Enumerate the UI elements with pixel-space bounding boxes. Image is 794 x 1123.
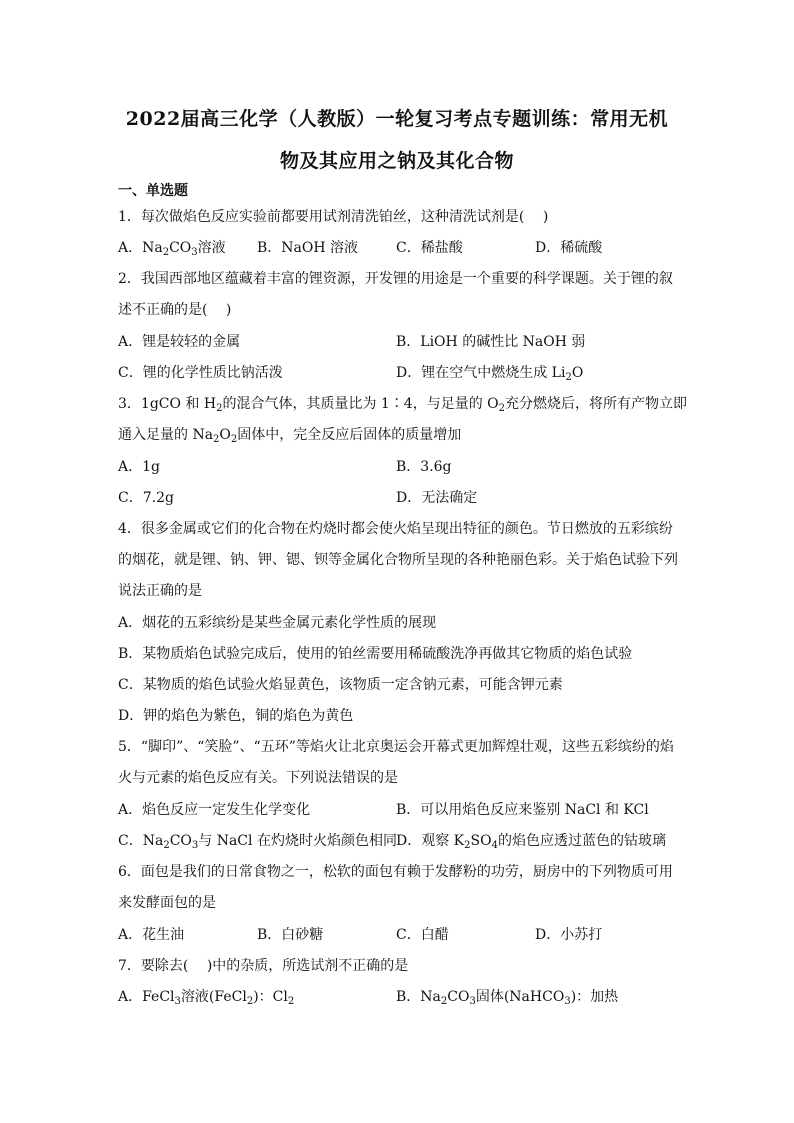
question-2-option-a: A．锂是较轻的金属: [118, 334, 241, 350]
question-6-option-b: B．白砂糖: [257, 927, 324, 943]
question-5-stem-line1: 5．“脚印”、“笑脸”、“五环”等焰火让北京奥运会开幕式更加辉煌壮观，这些五彩缤纷的焰: [118, 739, 674, 755]
question-3-stem-line2: 通入足量的 $Na_2O_2$固体中，完全反应后固体的质量增加: [118, 427, 462, 445]
question-1-option-d: D．稀硫酸: [535, 240, 603, 256]
question-5-stem-line2: 火与元素的焰色反应有关。下列说法错误的是: [118, 770, 398, 786]
question-4-option-b: B．某物质焰色试验完成后，使用的铂丝需要用稀硫酸洗净再做其它物质的焰色试验: [118, 646, 633, 662]
question-4-option-c: C．某物质的焰色试验火焰显黄色，该物质一定含钠元素，可能含钾元素: [118, 677, 563, 693]
question-6-option-d: D．小苏打: [535, 927, 603, 943]
question-5-option-b: B．可以用焰色反应来鉴别 NaCl 和 KCl: [396, 802, 649, 818]
question-4-option-a: A．烟花的五彩缤纷是某些金属元素化学性质的展现: [118, 615, 437, 631]
question-5-option-d: D．观察 $K_2SO_4$的焰色应透过蓝色的钴玻璃: [396, 833, 666, 851]
question-7-option-b: B．$Na_2CO_3$固体(NaHCO$_3$)：加热: [396, 989, 619, 1007]
question-1-stem: 1．每次做焰色反应实验前都要用试剂清洗铂丝，这种清洗试剂是( ): [118, 209, 549, 225]
question-6-option-a: A．花生油: [118, 927, 185, 943]
document-title-line1: 2022届高三化学（人教版）一轮复习考点专题训练：常用无机: [125, 108, 669, 130]
question-5-option-c: C．$Na_2CO_3$与 NaCl 在灼烧时火焰颜色相同: [118, 833, 397, 851]
section-heading: 一、单选题: [118, 183, 188, 199]
question-1-option-a: A．$Na_2CO_3$溶液: [118, 240, 226, 258]
question-3-option-d: D．无法确定: [396, 490, 478, 506]
question-6-stem-line1: 6．面包是我们的日常食物之一，松软的面包有赖于发酵粉的功劳，厨房中的下列物质可用: [118, 864, 673, 880]
question-4-stem-line3: 说法正确的是: [118, 583, 202, 599]
question-7-option-a: A．FeCl$_3$溶液(FeCl$_2$)：$Cl_2$: [118, 989, 295, 1007]
question-2-option-d: D．锂在空气中燃烧生成 $Li_2O$: [396, 365, 584, 383]
question-5-option-a: A．焰色反应一定发生化学变化: [118, 802, 311, 818]
question-3-stem-line1: 3．1gCO 和 $H_2$的混合气体，其质量比为 1∶4，与足量的 $O_2$充分燃烧后，将所有产物立即: [118, 396, 688, 414]
question-4-stem-line2: 的烟花，就是锂、钠、钾、锶、钡等金属化合物所呈现的各种艳丽色彩。关于焰色试验下列: [118, 552, 678, 568]
question-1-option-b: B．NaOH 溶液: [257, 240, 359, 256]
question-2-option-b: B．LiOH 的碱性比 NaOH 弱: [396, 334, 586, 350]
question-4-option-d: D．钾的焰色为紫色，铜的焰色为黄色: [118, 708, 354, 724]
question-6-stem-line2: 来发酵面包的是: [118, 895, 216, 911]
question-3-option-a: A．1g: [118, 459, 160, 475]
question-2-option-c: C．锂的化学性质比钠活泼: [118, 365, 283, 381]
question-2-stem-line1: 2．我国西部地区蕴藏着丰富的锂资源，开发锂的用途是一个重要的科学课题。关于锂的叙: [118, 271, 673, 287]
question-2-stem-line2: 述不正确的是( ): [118, 302, 232, 318]
question-3-option-c: C．7.2g: [118, 490, 174, 506]
question-1-option-c: C．稀盐酸: [396, 240, 463, 256]
question-6-option-c: C．白醋: [396, 927, 449, 943]
question-7-stem: 7．要除去( )中的杂质，所选试剂不正确的是: [118, 958, 409, 974]
question-4-stem-line1: 4．很多金属或它们的化合物在灼烧时都会使火焰呈现出特征的颜色。节日燃放的五彩缤纷: [118, 521, 673, 537]
question-3-option-b: B．3.6g: [396, 459, 452, 475]
document-title-line2: 物及其应用之钠及其化合物: [279, 150, 514, 172]
